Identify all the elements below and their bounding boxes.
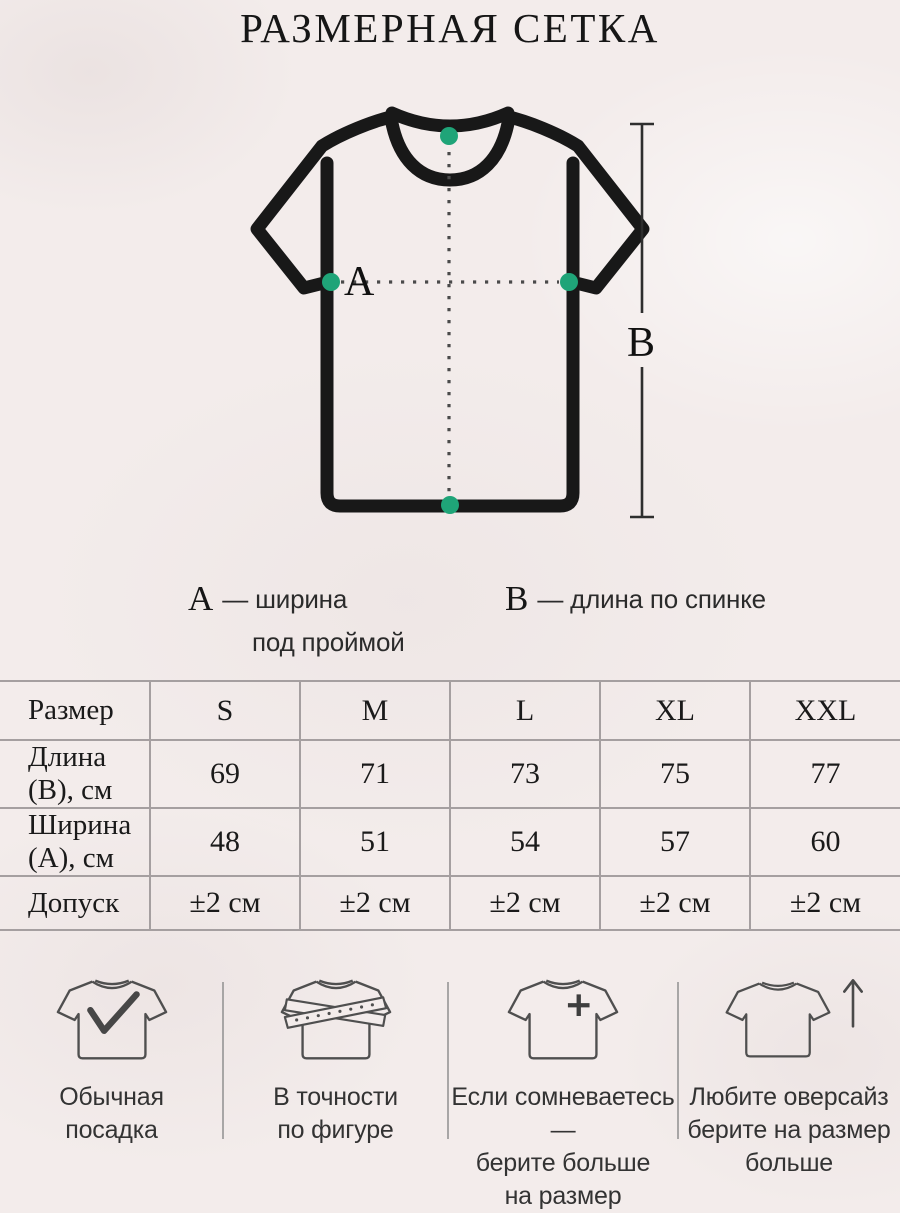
measure-dot-hem <box>441 496 459 514</box>
fit-item-exact <box>223 966 448 1213</box>
cell-value: 54 <box>450 808 600 876</box>
legend-a-letter: A <box>188 579 214 618</box>
tshirt-measurement-diagram <box>0 95 900 545</box>
cell-value: 73 <box>450 740 600 808</box>
table-row-tolerance <box>0 876 900 930</box>
diagram-label-b: B <box>627 320 656 366</box>
cell-value: 60 <box>750 808 900 876</box>
size-col-s: S <box>150 681 300 740</box>
fit-guide <box>0 966 900 1213</box>
caption-line: на размер <box>504 1182 622 1210</box>
fit-caption <box>448 1081 678 1213</box>
cell-value: 77 <box>750 740 900 808</box>
caption-line: Если сомневаетесь — <box>451 1083 675 1144</box>
caption-line: берите больше <box>475 1149 651 1177</box>
row-label: Допуск <box>0 876 150 930</box>
legend-length <box>505 579 766 619</box>
row-label: Ширина (A), см <box>0 808 150 876</box>
table-row-width <box>0 808 900 876</box>
legend-a-text: — ширина <box>222 584 348 614</box>
footer-divider <box>222 982 224 1139</box>
legend-a-text2: под проймой <box>252 627 405 657</box>
page-title: РАЗМЕРНАЯ СЕТКА <box>240 5 660 51</box>
cell-value: 48 <box>150 808 300 876</box>
legend-width <box>188 579 405 658</box>
caption-line: по фигуре <box>277 1116 394 1144</box>
tshirt-collar-band <box>392 113 508 126</box>
cell-value: ±2 см <box>300 876 450 930</box>
cell-value: 51 <box>300 808 450 876</box>
fit-caption <box>273 1081 398 1147</box>
cell-value: ±2 см <box>750 876 900 930</box>
measure-dot-left-armpit <box>322 273 340 291</box>
table-row-length <box>0 740 900 808</box>
size-table-corner: Размер <box>0 681 150 740</box>
row-label: Длина (B), см <box>0 740 150 808</box>
tshirt-tape-icon <box>277 966 395 1072</box>
footer-divider <box>677 982 679 1139</box>
tshirt-arrow-icon <box>712 966 866 1072</box>
size-table <box>0 680 900 931</box>
fit-item-regular <box>0 966 223 1213</box>
caption-line: больше <box>744 1149 834 1177</box>
fit-caption <box>687 1081 890 1180</box>
cell-value: 57 <box>600 808 750 876</box>
cell-value: ±2 см <box>450 876 600 930</box>
size-col-m: M <box>300 681 450 740</box>
tshirt-check-icon <box>53 966 171 1072</box>
size-col-xl: XL <box>600 681 750 740</box>
fit-item-size-up <box>448 966 678 1213</box>
cell-value: 75 <box>600 740 750 808</box>
cell-value: ±2 см <box>600 876 750 930</box>
legend-b-letter: B <box>505 579 529 618</box>
caption-line: посадка <box>65 1116 158 1144</box>
caption-line: Обычная <box>59 1083 164 1111</box>
size-col-xxl: XXL <box>750 681 900 740</box>
size-col-l: L <box>450 681 600 740</box>
measure-dot-right-armpit <box>560 273 578 291</box>
tshirt-plus-icon <box>504 966 622 1072</box>
legend-b-text: — длина по спинке <box>537 584 766 614</box>
size-table-header-row <box>0 681 900 740</box>
cell-value: 69 <box>150 740 300 808</box>
footer-divider <box>447 982 449 1139</box>
diagram-label-a: A <box>344 259 375 305</box>
measure-dot-collar <box>440 127 458 145</box>
caption-line: В точности <box>273 1083 398 1111</box>
fit-item-oversize <box>678 966 900 1213</box>
up-arrow-icon <box>840 974 866 1030</box>
cell-value: 71 <box>300 740 450 808</box>
fit-caption <box>59 1081 164 1147</box>
caption-line: берите на размер <box>687 1116 891 1144</box>
cell-value: ±2 см <box>150 876 300 930</box>
caption-line: Любите оверсайз <box>689 1083 889 1111</box>
